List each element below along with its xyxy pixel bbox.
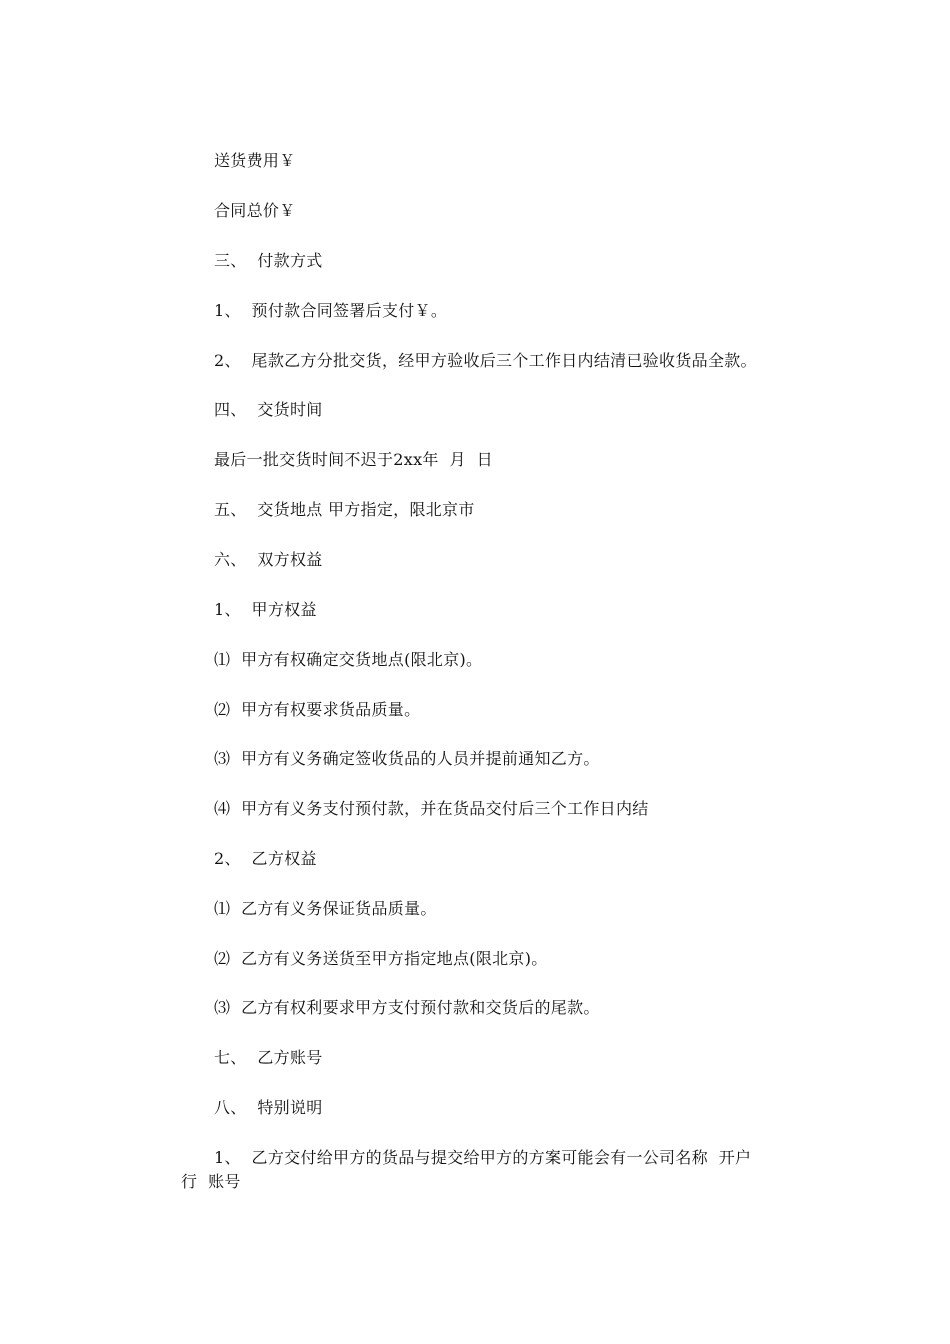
delivery-fee-line: 送货费用￥ bbox=[214, 151, 296, 170]
party-b-rights-heading: 2、 乙方权益 bbox=[214, 849, 317, 868]
payment-item-2: 2、 尾款乙方分批交货，经甲方验收后三个工作日内结清已验收货品全款。 bbox=[214, 351, 757, 370]
section-party-b-account-heading: 七、 乙方账号 bbox=[214, 1048, 323, 1067]
section-special-notes-heading: 八、 特别说明 bbox=[214, 1098, 323, 1117]
party-a-rights-heading: 1、 甲方权益 bbox=[214, 600, 317, 619]
payment-item-1: 1、 预付款合同签署后支付￥。 bbox=[214, 301, 448, 320]
special-note-1-continuation: 行 账号 bbox=[181, 1172, 241, 1191]
section-rights-heading: 六、 双方权益 bbox=[214, 550, 323, 569]
section-delivery-time-heading: 四、 交货时间 bbox=[214, 400, 323, 419]
special-note-1: 1、 乙方交付给甲方的货品与提交给甲方的方案可能会有一公司名称 开户 bbox=[214, 1148, 752, 1167]
party-a-right-1: ⑴ 甲方有权确定交货地点(限北京)。 bbox=[214, 650, 483, 669]
party-a-right-4: ⑷ 甲方有义务支付预付款，并在货品交付后三个工作日内结 bbox=[214, 799, 649, 818]
party-b-right-2: ⑵ 乙方有义务送货至甲方指定地点(限北京)。 bbox=[214, 949, 548, 968]
section-payment-heading: 三、 付款方式 bbox=[214, 251, 323, 270]
party-a-right-2: ⑵ 甲方有权要求货品质量。 bbox=[214, 700, 421, 719]
delivery-deadline-line: 最后一批交货时间不迟于2xx年 月 日 bbox=[214, 450, 493, 469]
party-b-right-1: ⑴ 乙方有义务保证货品质量。 bbox=[214, 899, 437, 918]
section-delivery-location: 五、 交货地点 甲方指定，限北京市 bbox=[214, 500, 475, 519]
contract-total-line: 合同总价￥ bbox=[214, 201, 296, 220]
party-b-right-3: ⑶ 乙方有权利要求甲方支付预付款和交货后的尾款。 bbox=[214, 998, 600, 1017]
party-a-right-3: ⑶ 甲方有义务确定签收货品的人员并提前通知乙方。 bbox=[214, 749, 600, 768]
